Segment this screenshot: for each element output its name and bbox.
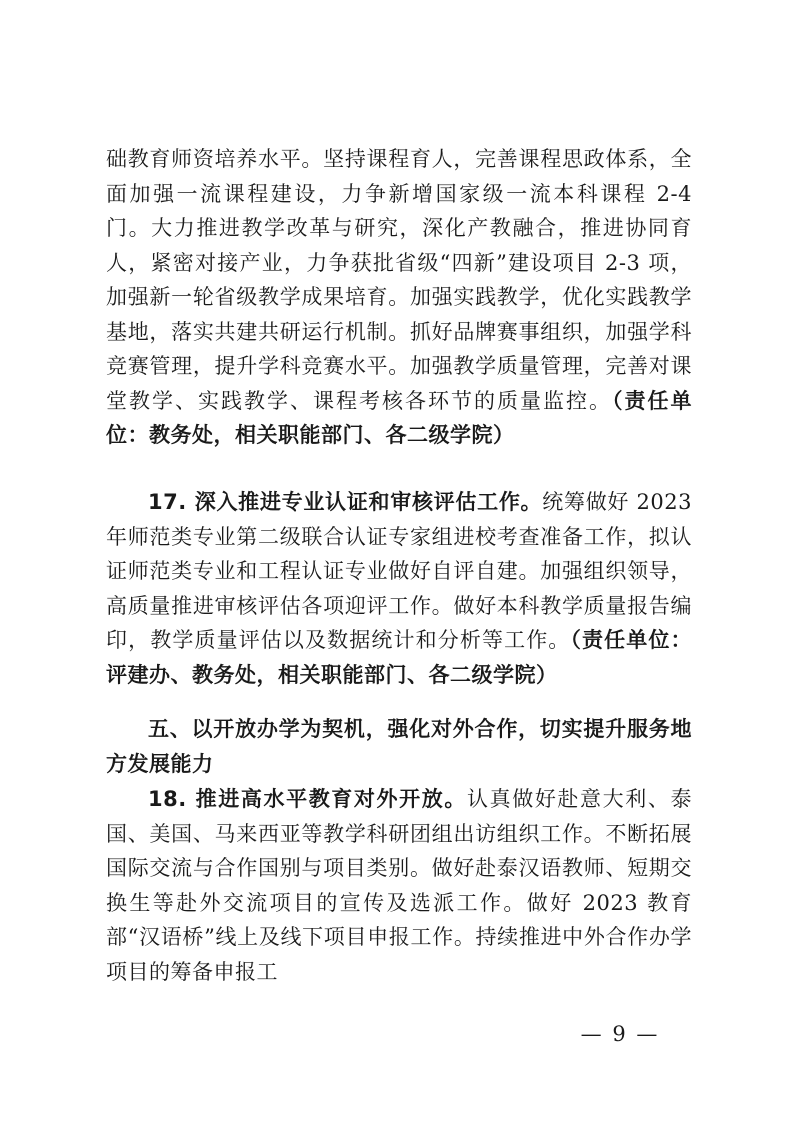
page-number: — 9 —: [580, 1022, 660, 1046]
paragraph-text: 础教育师资培养水平。坚持课程育人，完善课程思政体系，全面加强一流课程建设，力争新增国家级一流本科课程 2-4 门。大力推进教学改革与研究，深化产教融合，推进协同育人，紧密对接产业，力争获批省级“四新”建设项目 2-3 项，加强新一轮省级教学成果培育。加强实践教学，优化实践教学基地，落实共建共研运行机制。抓好品牌赛事组织，加强学科竞赛管理，提升学科竞赛水平。加强教学质量管理，完善对课堂教学、实践教学、课程考核各环节的质量监控。: [106, 147, 692, 413]
paragraph-text: 统筹做好 2023 年师范类专业第二级联合认证专家组进校考查准备工作，拟认证师范类专业和工程认证专业做好自评自建。加强组织领导，高质量推进审核评估各项迎评工作。做好本科教学质量报告编印，教学质量评估以及数据统计和分析等工作。: [106, 490, 692, 652]
responsibility-note: （责任单位：教务处，相关职能部门、各二级学院）: [106, 388, 692, 447]
section-heading-five: [106, 712, 692, 781]
item-heading: 17. 深入推进专业认证和审核评估工作。: [148, 490, 543, 514]
paragraph-course-building: [106, 142, 692, 453]
paragraph-certification: [106, 485, 692, 692]
item-heading: 18. 推进高水平教育对外开放。: [148, 787, 467, 811]
paragraph-text: 认真做好赴意大利、泰国、美国、马来西亚等教学科研团组出访组织工作。不断拓展国际交流与合作国别与项目类别。做好赴泰汉语教师、短期交换生等赴外交流项目的宣传及选派工作。做好 2023 教育部“汉语桥”线上及线下项目申报工作。持续推进中外合作办学项目的筹备申报工: [106, 787, 692, 984]
section-heading-text: 五、以开放办学为契机，强化对外合作，切实提升服务地方发展能力: [106, 717, 692, 776]
paragraph-international-opening: [106, 782, 692, 989]
responsibility-note: （责任单位：评建办、教务处，相关职能部门、各二级学院）: [106, 628, 692, 687]
